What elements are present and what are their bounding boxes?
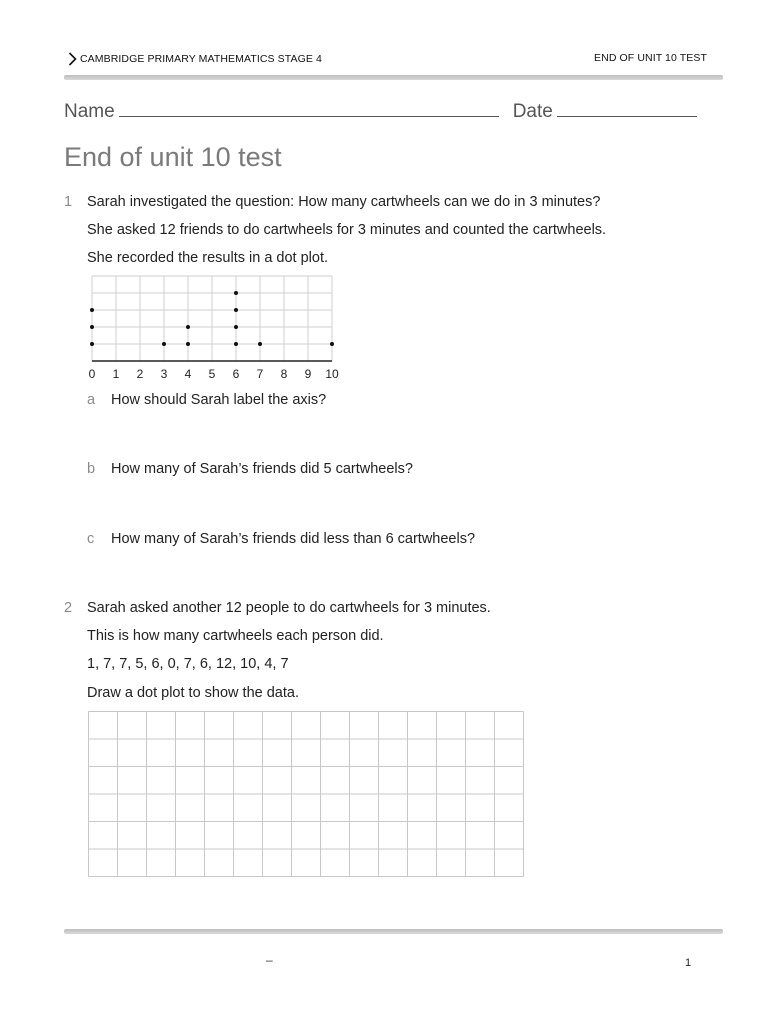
test-title-header: END OF UNIT 10 TEST [594, 52, 707, 64]
dot [234, 291, 238, 295]
header-divider [64, 75, 723, 80]
tick-label: 5 [208, 367, 216, 381]
question-1-line-2: She asked 12 friends to do cartwheels for 3 minutes and counted the cartwheels. [87, 222, 607, 238]
part-c-label: c [87, 531, 95, 547]
question-2-line-1: Sarah asked another 12 people to do cartwheels for 3 minutes. [87, 600, 491, 616]
tick-label: 9 [304, 367, 312, 381]
page-number: 1 [685, 957, 692, 969]
tick-label: 8 [280, 367, 288, 381]
dot [186, 325, 190, 329]
part-b-label: b [87, 461, 96, 477]
question-1-line-1: Sarah investigated the question: How many cartwheels can we do in 3 minutes? [87, 194, 601, 210]
question-1-line-3: She recorded the results in a dot plot. [87, 250, 329, 266]
dot [330, 342, 334, 346]
tick-label: 2 [136, 367, 144, 381]
question-1-number: 1 [64, 194, 73, 210]
part-c-text: How many of Sarah’s friends did less than 6 cartwheels? [111, 531, 476, 547]
question-2-line-2: This is how many cartwheels each person did. [87, 628, 384, 644]
date-field[interactable] [557, 102, 697, 117]
date-label: Date [512, 101, 553, 122]
name-field[interactable] [119, 102, 499, 117]
course-title: CAMBRIDGE PRIMARY MATHEMATICS STAGE 4 [80, 53, 322, 65]
dot [234, 342, 238, 346]
tick-label: 6 [232, 367, 240, 381]
question-2-data-values: 1, 7, 7, 5, 6, 0, 7, 6, 12, 10, 4, 7 [87, 656, 289, 672]
dot [162, 342, 166, 346]
running-header-left [68, 52, 322, 66]
tick-label: 10 [325, 367, 339, 381]
tick-label: 3 [160, 367, 168, 381]
dot [186, 342, 190, 346]
tick-label: 1 [112, 367, 120, 381]
part-b-text: How many of Sarah’s friends did 5 cartwheels? [111, 461, 413, 477]
question-2-line-4: Draw a dot plot to show the data. [87, 685, 299, 701]
page-title: End of unit 10 test [64, 142, 282, 172]
dot [234, 325, 238, 329]
dot [90, 342, 94, 346]
dot-plot-tick-labels [89, 367, 339, 381]
footer-mark: – [266, 953, 273, 967]
dot [258, 342, 262, 346]
footer-divider [64, 929, 723, 934]
name-date-line [64, 101, 708, 123]
tick-label: 0 [88, 367, 96, 381]
chevron-right-icon [68, 52, 77, 66]
dot [234, 308, 238, 312]
tick-label: 7 [256, 367, 264, 381]
tick-label: 4 [184, 367, 192, 381]
dot [90, 308, 94, 312]
dot [90, 325, 94, 329]
dot-plot [84, 270, 354, 386]
answer-grid[interactable] [87, 710, 527, 880]
question-2-number: 2 [64, 600, 73, 616]
dot-plot-grid [92, 276, 332, 361]
part-a-label: a [87, 392, 96, 408]
part-a-text: How should Sarah label the axis? [111, 392, 327, 408]
name-label: Name [64, 101, 115, 122]
